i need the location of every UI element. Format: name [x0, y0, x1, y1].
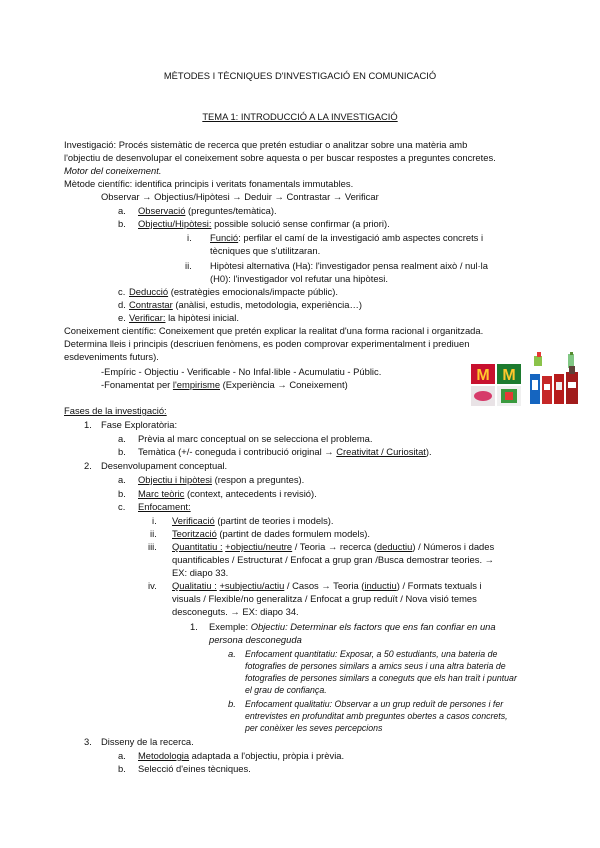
mark: b.: [118, 763, 126, 774]
text: (Experiència → Coneixement): [220, 379, 348, 390]
coneixement-line-3: esdeveniments futurs).: [64, 351, 159, 362]
term: Metodologia: [138, 750, 190, 761]
text: Objectiu: Determinar els factors que ens fan confiar en una: [250, 621, 496, 632]
mark: c.: [118, 286, 126, 297]
term: Teorització: [172, 528, 217, 539]
text: possible solució sense confirmar (a priori).: [211, 218, 390, 229]
term: Verificació: [172, 515, 215, 526]
empirisme-line: [101, 379, 348, 391]
exemple: [209, 621, 496, 633]
mark: a.: [118, 474, 126, 485]
page-subtitle: TEMA 1: INTRODUCCIÓ A LA INVESTIGACIÓ: [202, 111, 398, 122]
method-flow: Observar → Objectius/Hipòtesi → Deduir → Contrastar → Verificar: [101, 191, 379, 202]
text: (respon a preguntes).: [212, 474, 305, 485]
mark: b.: [228, 698, 236, 709]
mark: 3.: [84, 736, 92, 747]
mark: a.: [118, 433, 126, 444]
fase-3a: [138, 750, 344, 762]
term: Funció: [210, 232, 239, 243]
enfocament-verificacio: [172, 515, 334, 527]
mark: d.: [118, 299, 126, 310]
enfocament-teoritzacio: [172, 528, 370, 540]
characteristics: -Empíric - Objectiu - Verificable - No Infal·lible - Acumulatiu - Públic.: [101, 366, 382, 377]
exemple-quantitatiu: Enfocament quantitatiu: Exposar, a 50 estudiants, una bateria de: [245, 649, 498, 659]
exemple-qualitatiu-cont: entrevistes en profunditat amb preguntes obertes a casos concrets,: [245, 711, 508, 721]
term: inductiu: [364, 580, 397, 591]
mark: a.: [118, 205, 126, 216]
enfocament-qualitatiu-ex: desconeguts. → EX: diapo 34.: [172, 606, 299, 617]
enfocament-quantitatiu-ex: EX: diapo 33.: [172, 567, 229, 578]
exemple-qualitatiu: Enfocament qualitatiu: Observar a un grup reduït de persones i fer: [245, 699, 504, 709]
list-item-hipotesi: Hipòtesi alternativa (Ha): l'investigador pensa realment això / nul·la: [210, 260, 488, 271]
mark: i.: [187, 232, 192, 243]
fase-2a: [138, 474, 304, 486]
text: ).: [425, 446, 432, 457]
fase-1: Fase Exploratòria:: [101, 419, 178, 430]
exemple-cont: persona desconeguda: [209, 634, 302, 645]
text: adaptada a l'objectiu, pròpia i prèvia.: [189, 750, 345, 761]
exemple-qualitatiu-cont: per conèixer les seves percepcions: [245, 723, 383, 733]
intro-line-1: Investigació: Procés sistemàtic de recerca que pretén estudiar o analitzar sobre una matèria amb: [64, 139, 468, 150]
list-item-objectiu: [138, 218, 390, 230]
text: Exemple:: [209, 621, 251, 632]
text: (estratègies emocionals/impacte públic).: [168, 286, 338, 297]
mark: i.: [152, 515, 157, 526]
text: (anàlisi, estudis, metodologia, experiència…): [172, 299, 362, 310]
exemple-quantitatiu-cont: fotografies de persones similars a coneguts que els han traït i puntuar: [245, 673, 517, 683]
coneixement-line-1: Coneixement científic: Coneixement que pretén explicar la realitat d'una forma racional i organitzada.: [64, 325, 484, 336]
text: (partint de dades formulem models).: [216, 528, 371, 539]
term: Qualitatiu :: [172, 580, 217, 591]
exemple-quantitatiu-cont: el grau de confiança.: [245, 685, 327, 695]
term: Objectiu i hipòtesi: [138, 474, 212, 485]
metode-cientific: Mètode científic: identifica principis i veritats fonamentals immutables.: [64, 178, 354, 189]
page-title: MÈTODES I TÈCNIQUES D'INVESTIGACIÓ EN COMUNICACIÓ: [163, 70, 437, 81]
mark: b.: [118, 488, 126, 499]
text: (partint de teories i models).: [214, 515, 334, 526]
mark: iv.: [148, 580, 157, 591]
mark: 2.: [84, 460, 92, 471]
term: Deducció: [129, 286, 169, 297]
enfocament-qualitatiu-cont: visuals / Flexible/no generalitza / Enfocat a grup reduït / Nova visió temes: [172, 593, 477, 604]
term: Objectiu/Hipòtesi:: [138, 218, 212, 229]
text: -Fonamentat per: [101, 379, 173, 390]
enfocament-qualitatiu: [172, 580, 482, 592]
fase-2: Desenvolupament conceptual.: [101, 460, 228, 471]
mark: ii.: [185, 260, 192, 271]
mark: ii.: [150, 528, 157, 539]
brand-logos-image: [471, 364, 521, 406]
list-item-verificar: [129, 312, 239, 324]
term: Observació: [138, 205, 186, 216]
term: deductiu: [376, 541, 413, 552]
mark: a.: [228, 648, 236, 659]
coneixement-line-2: Determina lleis i principis (descriuen fenòmens, es poden comprovar experimentalment i prediuen: [64, 338, 470, 349]
intro-line-3: Motor del coneixement.: [64, 165, 162, 176]
text: (context, antecedents i revisió).: [184, 488, 317, 499]
list-item-contrastar: [129, 299, 362, 311]
term: l'empirisme: [172, 379, 221, 390]
text: : perfilar el camí de la investigació amb aspectes concrets i: [238, 232, 484, 243]
list-item-funcio-cont: tècniques que s'utilitzaran.: [210, 245, 321, 256]
fase-1b: [138, 446, 432, 458]
intro-line-2: l'objectiu de desenvolupar el coneixement sobre aquesta o per buscar respostes a preguntes concretes.: [64, 152, 496, 163]
products-image: [528, 352, 584, 408]
term: Contrastar: [129, 299, 173, 310]
mark: b.: [118, 218, 126, 229]
mark: iii.: [148, 541, 157, 552]
text: / Teoria → recerca (: [292, 541, 377, 552]
fase-3: Disseny de la recerca.: [101, 736, 194, 747]
text: la hipòtesi inicial.: [165, 312, 239, 323]
mark: c.: [118, 501, 126, 512]
mark: e.: [118, 312, 126, 323]
fase-2c: Enfocament:: [138, 501, 191, 512]
list-item-hipotesi-cont: (H0): l'investigador vol refutar una hipòtesi.: [210, 273, 388, 284]
svg-text:M: M: [476, 367, 490, 384]
enfocament-quantitatiu-cont: quantificables / Estructurat / Enfocat a grup gran /Busca demostrar teories. →: [172, 554, 495, 565]
term: +subjectiu/actiu: [219, 580, 285, 591]
mark: a.: [118, 750, 126, 761]
list-item-deduccio: [129, 286, 338, 298]
svg-text:M: M: [502, 367, 516, 384]
fases-heading: Fases de la investigació:: [64, 405, 167, 416]
term: +objectiu/neutre: [225, 541, 293, 552]
text: Temàtica (+/- coneguda i contribució original →: [138, 446, 337, 457]
text: ) / Números i dades: [412, 541, 495, 552]
exemple-quantitatiu-cont: fotografies de persones similars a amics seus i una altra bateria de: [245, 661, 506, 671]
fase-3b: Selecció d'eines tècniques.: [138, 763, 251, 774]
term: Verificar:: [129, 312, 166, 323]
term: Creativitat / Curiositat: [336, 446, 426, 457]
term: Quantitatiu :: [172, 541, 223, 552]
text: (preguntes/temàtica).: [185, 205, 277, 216]
mark: 1.: [190, 621, 198, 632]
term: Marc teòric: [138, 488, 185, 499]
text: ) / Formats textuals i: [396, 580, 482, 591]
text: / Casos → Teoria (: [284, 580, 365, 591]
fase-2b: [138, 488, 317, 500]
list-item-observacio: [138, 205, 277, 217]
enfocament-quantitatiu: [172, 541, 494, 553]
mark: 1.: [84, 419, 92, 430]
mark: b.: [118, 446, 126, 457]
fase-1a: Prèvia al marc conceptual on se selecciona el problema.: [138, 433, 373, 444]
list-item-funcio: [210, 232, 483, 244]
